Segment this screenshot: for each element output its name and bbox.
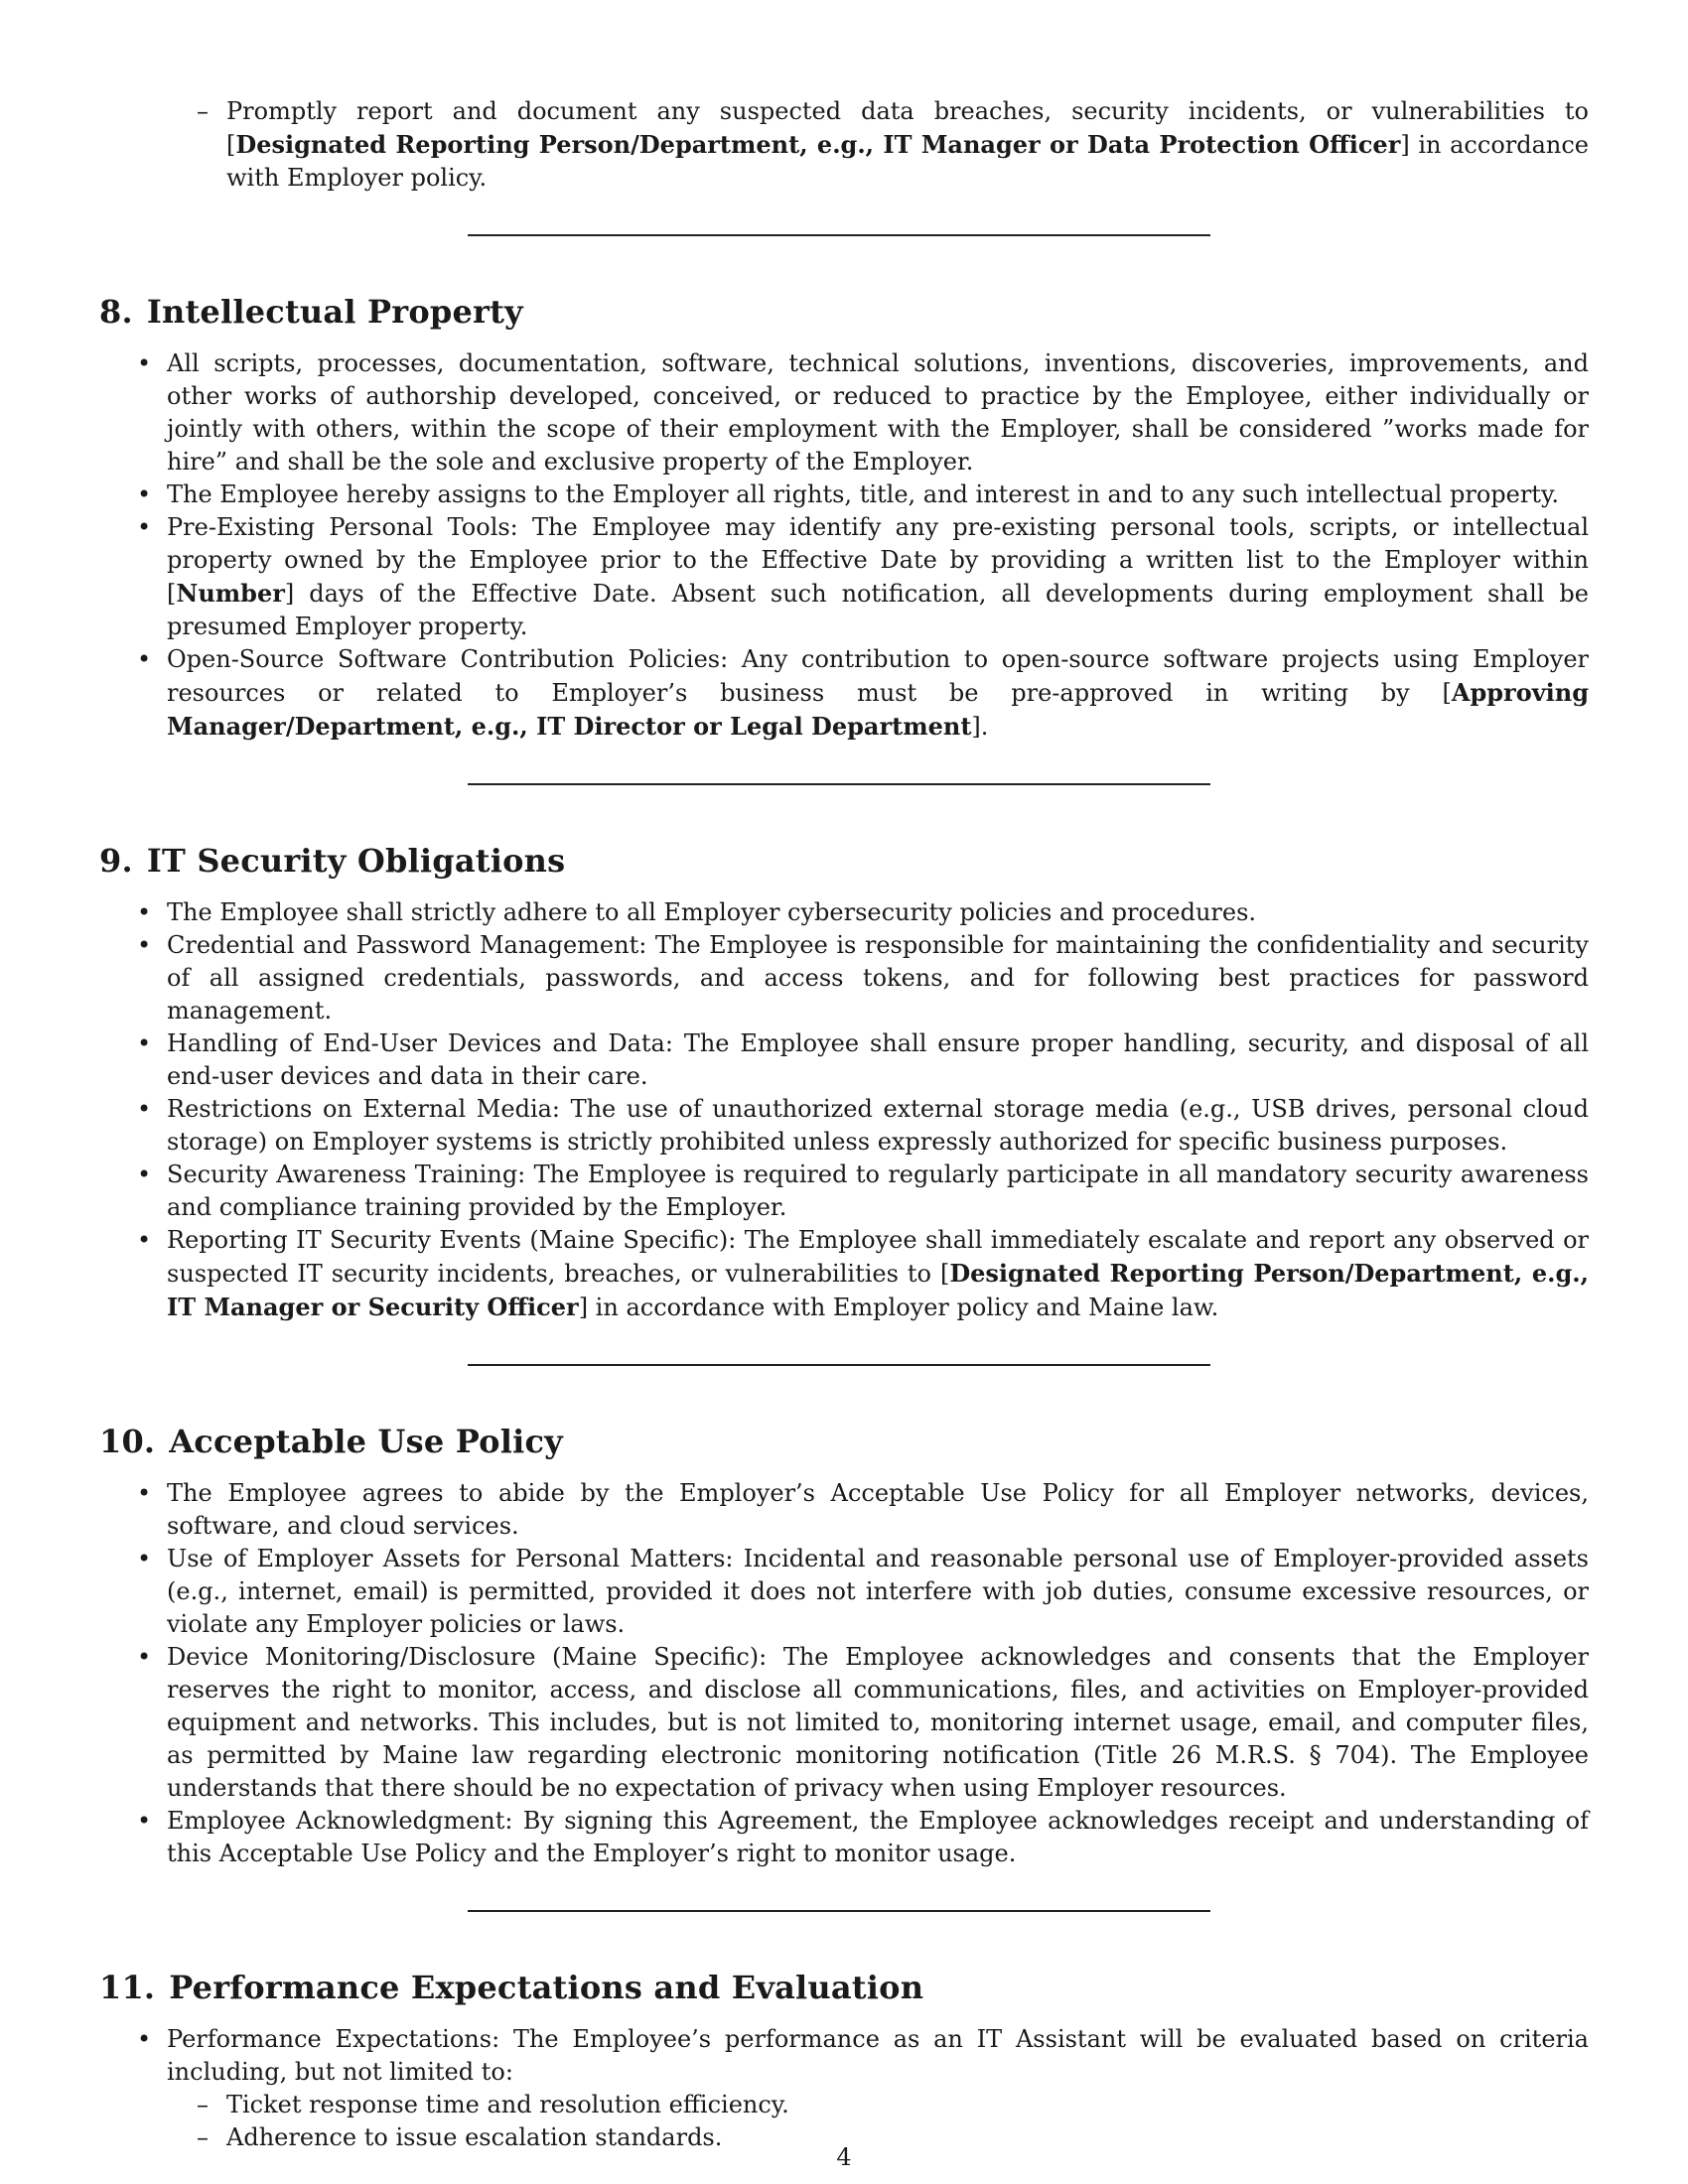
- section-divider: [468, 1910, 1210, 1912]
- continued-dash-item: – Promptly report and document any suspected data breaches, security incidents, or vulnerabilities to [Designated Reporting Person/Department, e.g., IT Manager or Data Protection Officer] in accordance with Employer policy.: [99, 95, 1589, 195]
- section-divider: [468, 1364, 1210, 1366]
- section-divider: [468, 234, 1210, 236]
- list-item: • Handling of End-User Devices and Data: The Employee shall ensure proper handling, security, and disposal of all end-user devices and data in their care.: [99, 1027, 1589, 1093]
- placeholder-bold: Designated Reporting Person/Department, e.g., IT Manager or Security Officer: [167, 1259, 1589, 1321]
- list-item: • The Employee shall strictly adhere to all Employer cybersecurity policies and procedures.: [99, 896, 1589, 929]
- section-heading: 10. Acceptable Use Policy: [99, 1423, 563, 1460]
- placeholder-bold: Approving Manager/Department, e.g., IT Director or Legal Department: [167, 678, 1589, 741]
- page-content: [99, 95, 1589, 2154]
- list-item: • Performance Expectations: The Employee’s performance as an IT Assistant will be evaluated based on criteria including, but not limited to: – Ticket response time and resolution efficiency. – Adherence to issue escalation standards.: [99, 2023, 1589, 2154]
- list-item: • The Employee hereby assigns to the Employer all rights, title, and interest in and to any such intellectual property.: [99, 478, 1589, 511]
- list-item: • Credential and Password Management: The Employee is responsible for maintaining the confidentiality and security of all assigned credentials, passwords, and access tokens, and for following best practices for password management.: [99, 929, 1589, 1027]
- list-item: • All scripts, processes, documentation, software, technical solutions, inventions, discoveries, improvements, and other works of authorship developed, conceived, or reduced to practice by the Employee, either individually or jointly with others, within the scope of their employment with the Employer, shall be considered ”works made for hire” and shall be the sole and exclusive property of the Employer.: [99, 347, 1589, 478]
- page-number: 4: [836, 2143, 852, 2171]
- list-item: • Restrictions on External Media: The use of unauthorized external storage media (e.g., USB drives, personal cloud storage) on Employer systems is strictly prohibited unless expressly authorized for specific business purposes.: [99, 1093, 1589, 1159]
- list-item: • Device Monitoring/Disclosure (Maine Specific): The Employee acknowledges and consents that the Employer reserves the right to monitor, access, and disclose all communications, files, and activities on Employer-provided equipment and networks. This includes, but is not limited to, monitoring internet usage, email, and computer files, as permitted by Maine law regarding electronic monitoring notification (Title 26 M.R.S. § 704). The Employee understands that there should be no expectation of privacy when using Employer resources.: [99, 1641, 1589, 1805]
- list-item: • Pre-Existing Personal Tools: The Employee may identify any pre-existing personal tools, scripts, or intellectual property owned by the Employee prior to the Effective Date by providing a written list to the Employer within [Number] days of the Effective Date. Absent such notification, all developments during employment shall be presumed Employer property.: [99, 511, 1589, 643]
- list-item: • Reporting IT Security Events (Maine Specific): The Employee shall immediately escalate and report any observed or suspected IT security incidents, breaches, or vulnerabilities to [Designated Reporting Person/Department, e.g., IT Manager or Security Officer] in accordance with Employer policy and Maine law.: [99, 1224, 1589, 1324]
- section-heading: 9. IT Security Obligations: [99, 842, 566, 880]
- list-item: • Employee Acknowledgment: By signing this Agreement, the Employee acknowledges receipt and understanding of this Acceptable Use Policy and the Employer’s right to monitor usage.: [99, 1805, 1589, 1870]
- bullet-list: [99, 2023, 1589, 2154]
- list-item: • The Employee agrees to abide by the Employer’s Acceptable Use Policy for all Employer networks, devices, software, and cloud services.: [99, 1477, 1589, 1543]
- list-item: • Security Awareness Training: The Employee is required to regularly participate in all mandatory security awareness and compliance training provided by the Employer.: [99, 1159, 1589, 1224]
- list-item: • Open-Source Software Contribution Policies: Any contribution to open-source software projects using Employer resources or related to Employer’s business must be pre-approved in writing by [Approving Manager/Department, e.g., IT Director or Legal Department].: [99, 643, 1589, 744]
- bullet-list: [99, 347, 1589, 744]
- section-intellectual-property: [99, 292, 1589, 744]
- bullet-list: [99, 1477, 1589, 1870]
- section-acceptable-use: [99, 1422, 1589, 1870]
- section-heading: 8. Intellectual Property: [99, 293, 523, 331]
- section-performance: [99, 1968, 1589, 2154]
- list-item: – Ticket response time and resolution efficiency.: [167, 2089, 1589, 2121]
- bullet-list: [99, 896, 1589, 1324]
- section-divider: [468, 783, 1210, 785]
- section-it-security: [99, 841, 1589, 1324]
- section-heading: 11. Performance Expectations and Evaluation: [99, 1969, 924, 2006]
- list-item: • Use of Employer Assets for Personal Matters: Incidental and reasonable personal use of Employer-provided assets (e.g., internet, email) is permitted, provided it does not interfere with job duties, consume excessive resources, or violate any Employer policies or laws.: [99, 1543, 1589, 1641]
- list-item: – Adherence to issue escalation standards.: [167, 2121, 1589, 2154]
- placeholder-bold: Number: [176, 579, 285, 608]
- placeholder-bold: Designated Reporting Person/Department, e.g., IT Manager or Data Protection Officer: [235, 130, 1401, 159]
